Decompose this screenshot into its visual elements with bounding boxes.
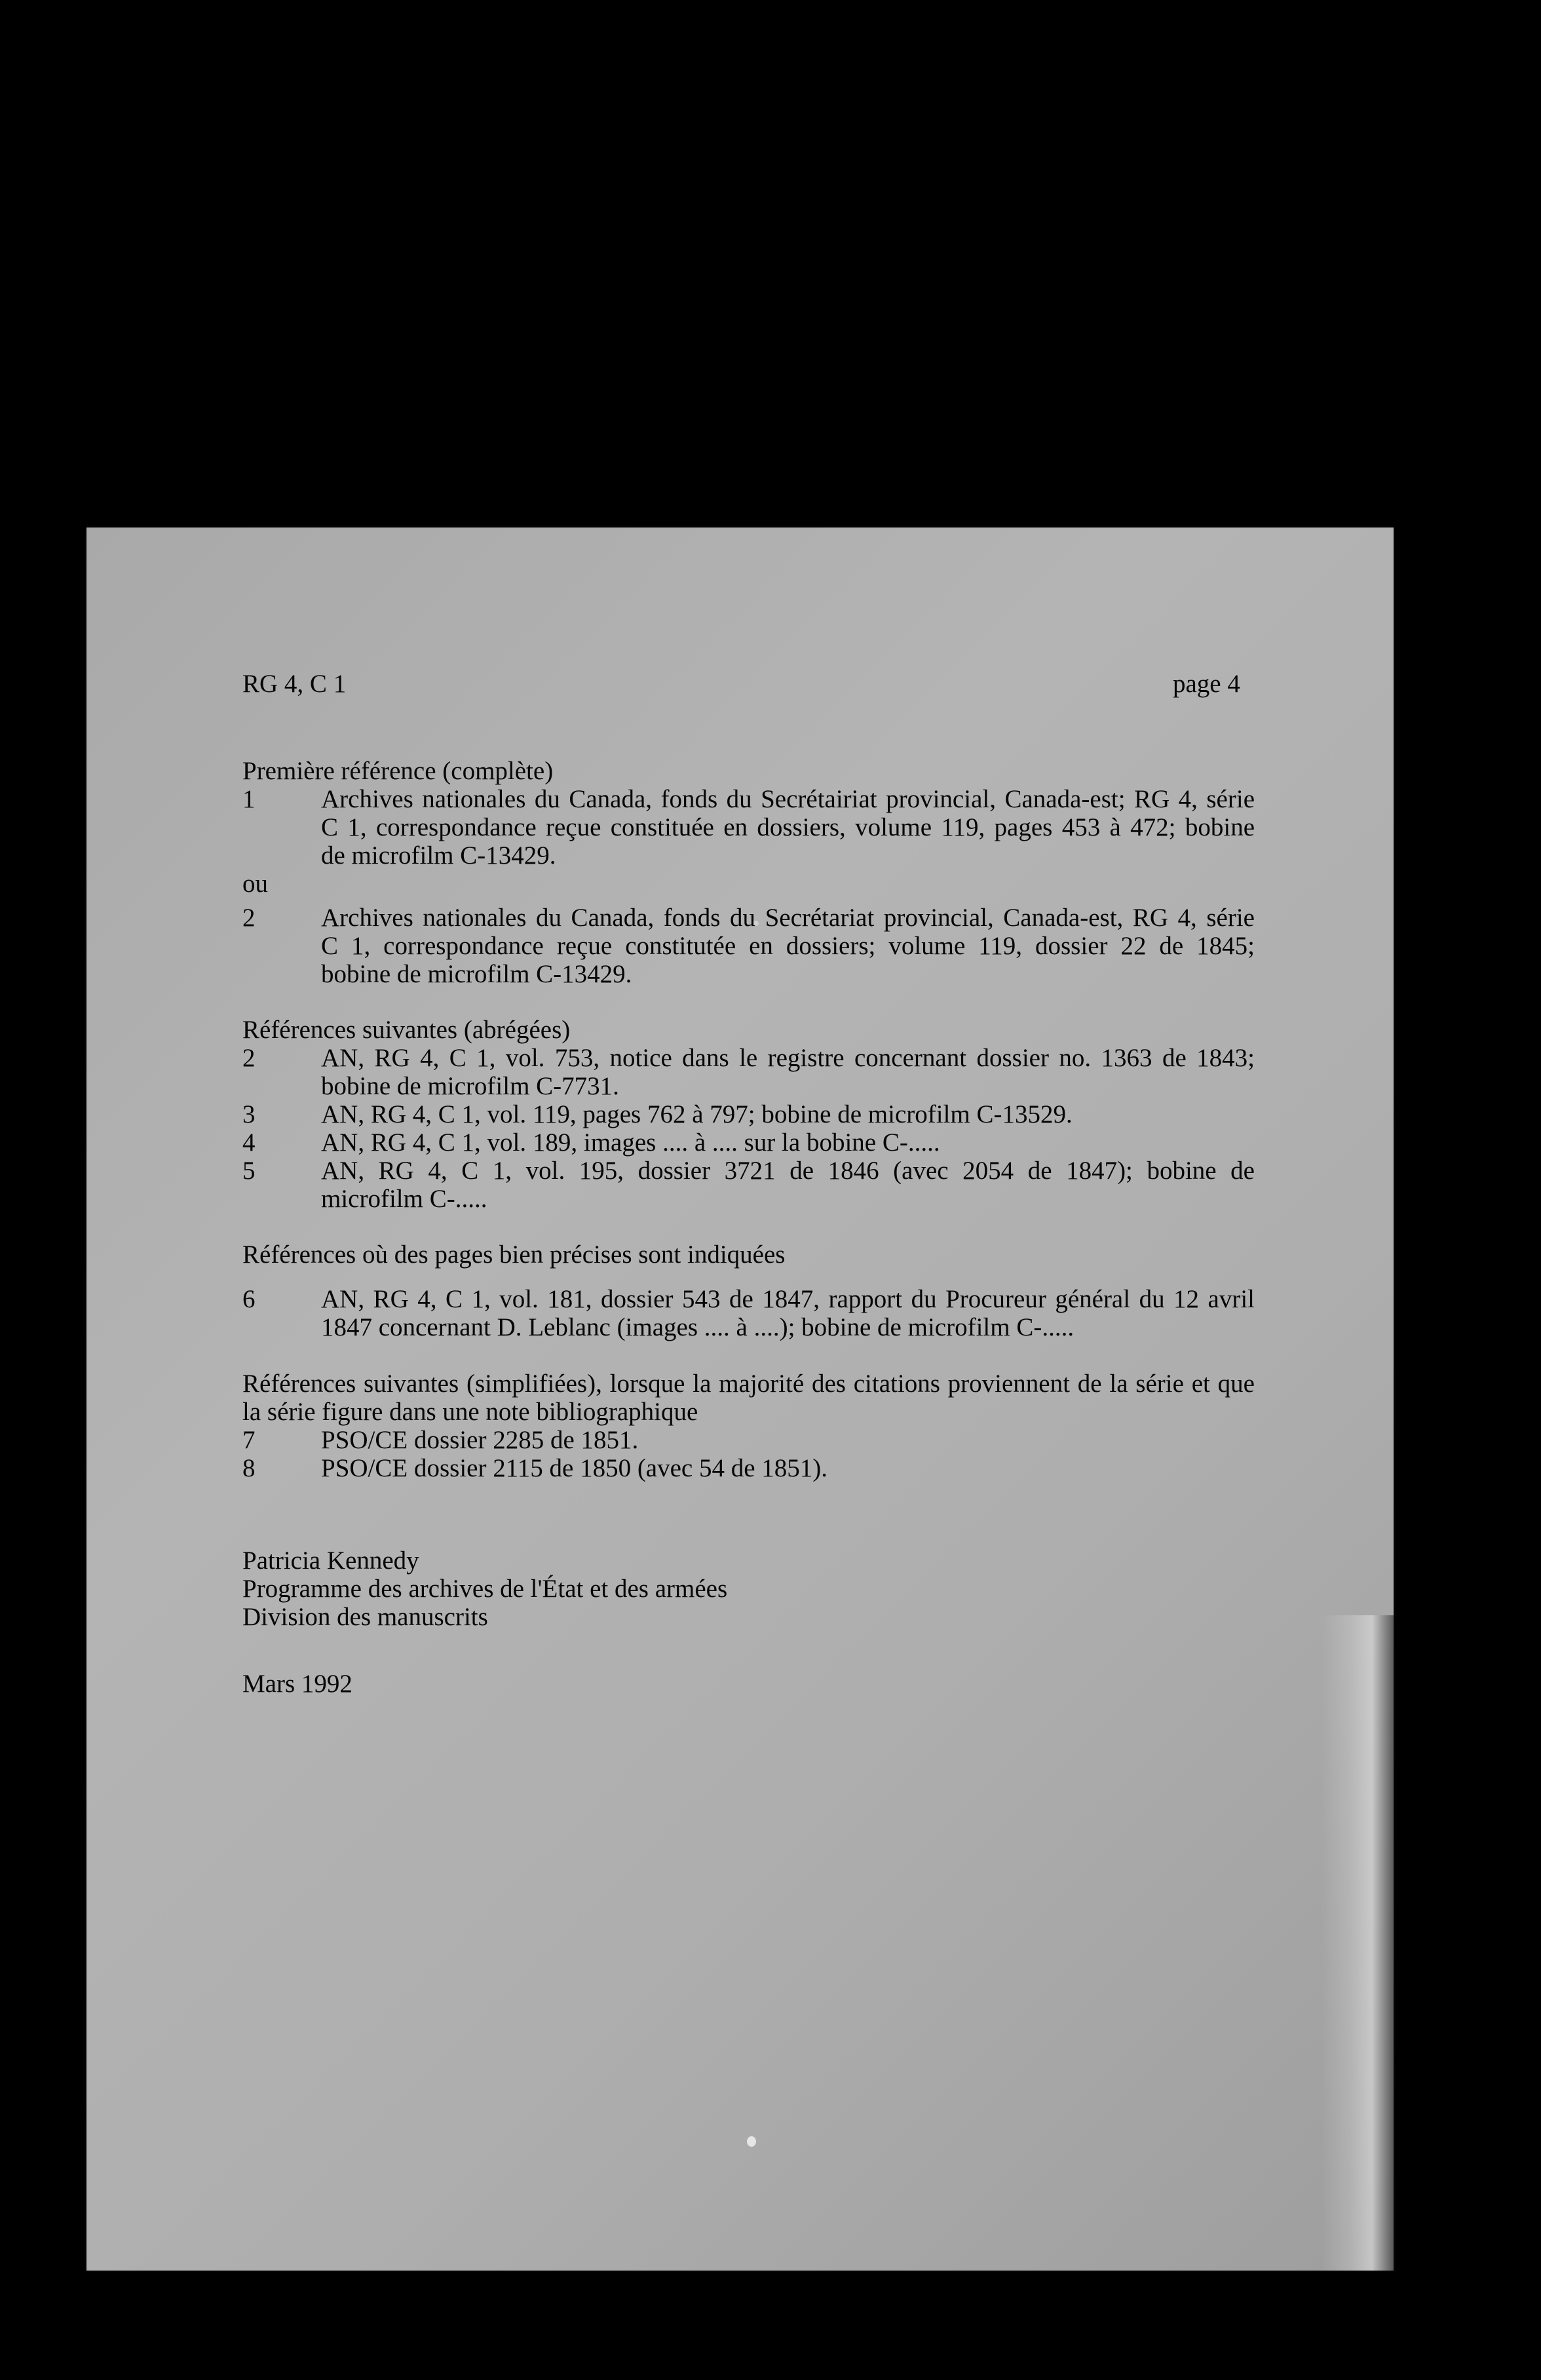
item-line: AN, RG 4, C 1, vol. 119, pages 762 à 797; bobine de microfilm C-13529. bbox=[321, 1100, 1073, 1128]
item-line: C 1, correspondance reçue constituée en dossiers, volume 119, pages 453 à 472; bobine bbox=[321, 813, 1255, 841]
item-number: 2 bbox=[242, 1044, 256, 1072]
item-line: AN, RG 4, C 1, vol. 181, dossier 543 de 1847, rapport du Procureur général du 12 avril bbox=[321, 1285, 1255, 1313]
item-line: PSO/CE dossier 2285 de 1851. bbox=[321, 1426, 639, 1454]
author-division: Division des manuscrits bbox=[242, 1603, 488, 1631]
item-number: 7 bbox=[242, 1426, 256, 1454]
item-line: microfilm C-..... bbox=[321, 1185, 487, 1213]
item-line: bobine de microfilm C-13429. bbox=[321, 960, 632, 988]
section-heading-first-reference: Première référence (complète) bbox=[242, 757, 554, 785]
item-line: C 1, correspondance reçue constitutée en dossiers; volume 119, dossier 22 de 1845; bbox=[321, 932, 1255, 960]
item-line: AN, RG 4, C 1, vol. 189, images .... à .... sur la bobine C-..... bbox=[321, 1128, 940, 1157]
item-number: 4 bbox=[242, 1128, 256, 1157]
section-heading-simplified: la série figure dans une note bibliographique bbox=[242, 1398, 698, 1426]
item-line: de microfilm C-13429. bbox=[321, 841, 556, 870]
section-heading-following-references: Références suivantes (abrégées) bbox=[242, 1016, 571, 1044]
item-number: 8 bbox=[242, 1454, 256, 1482]
item-line: AN, RG 4, C 1, vol. 195, dossier 3721 de 1846 (avec 2054 de 1847); bobine de bbox=[321, 1157, 1255, 1185]
page-curl bbox=[1322, 1615, 1394, 2271]
item-line: Archives nationales du Canada, fonds du Secrétariat provincial, Canada-est, RG 4, série bbox=[321, 904, 1255, 932]
header-reference: RG 4, C 1 bbox=[242, 670, 347, 698]
dust-speck bbox=[747, 2136, 756, 2147]
page-number: page 4 bbox=[1173, 670, 1240, 698]
item-line: PSO/CE dossier 2115 de 1850 (avec 54 de 1851). bbox=[321, 1454, 828, 1482]
item-number: 6 bbox=[242, 1285, 256, 1313]
item-number: 3 bbox=[242, 1100, 256, 1128]
author-name: Patricia Kennedy bbox=[242, 1546, 419, 1575]
section-heading-simplified: Références suivantes (simplifiées), lorsque la majorité des citations proviennent de la série et que bbox=[242, 1370, 1255, 1398]
item-number: 2 bbox=[242, 904, 256, 932]
item-line: bobine de microfilm C-7731. bbox=[321, 1072, 619, 1100]
item-line: Archives nationales du Canada, fonds du Secrétairiat provincial, Canada-est; RG 4, série bbox=[321, 785, 1255, 813]
author-program: Programme des archives de l'État et des armées bbox=[242, 1575, 728, 1603]
or-label: ou bbox=[242, 870, 268, 898]
item-number: 1 bbox=[242, 785, 256, 813]
section-heading-precise-pages: Références où des pages bien précises sont indiquées bbox=[242, 1240, 786, 1269]
item-line: AN, RG 4, C 1, vol. 753, notice dans le registre concernant dossier no. 1363 de 1843; bbox=[321, 1044, 1255, 1072]
item-line: 1847 concernant D. Leblanc (images .... à ....); bobine de microfilm C-..... bbox=[321, 1313, 1075, 1341]
document-date: Mars 1992 bbox=[242, 1670, 352, 1698]
item-number: 5 bbox=[242, 1157, 256, 1185]
